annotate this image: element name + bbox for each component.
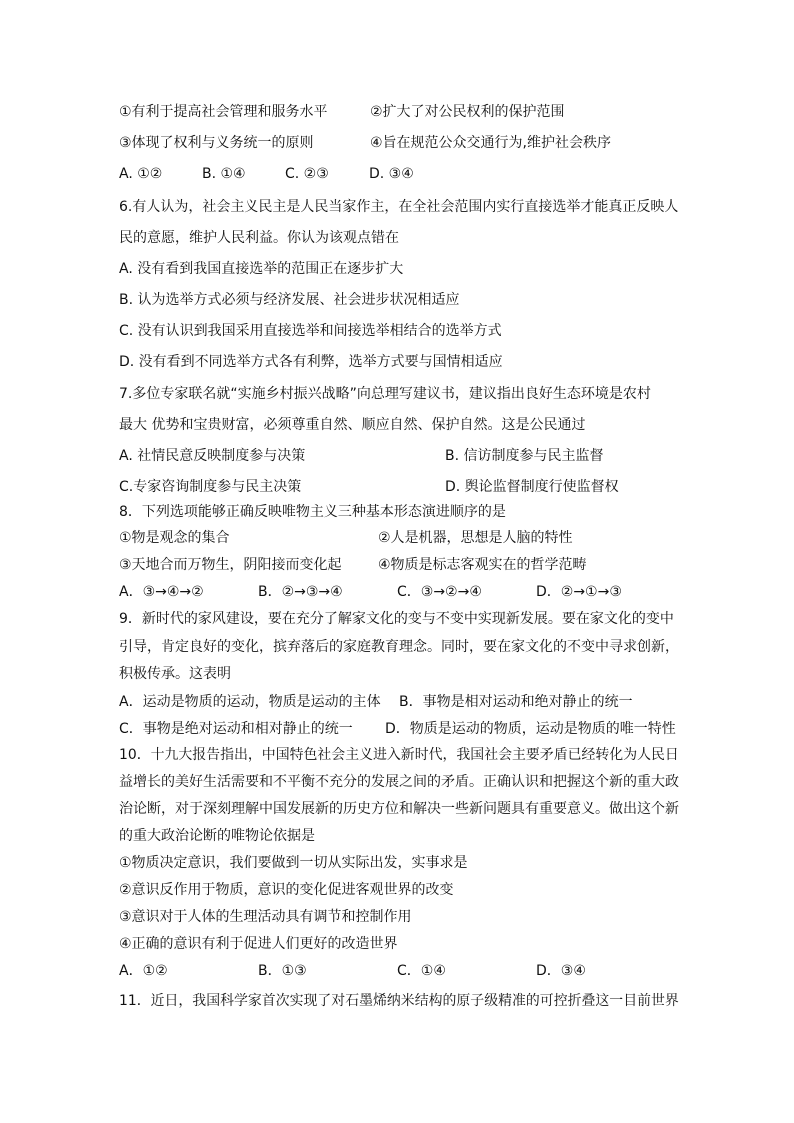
q10-option-4: ④正确的意识有利于促进人们更好的改造世界 [119, 936, 398, 952]
q7-stem-line-1: 7.多位专家联名就“实施乡村振兴战略”向总理写建议书，建议指出良好生态环境是农村 [119, 386, 651, 402]
q5-choice-b: B. ①④ [202, 166, 246, 182]
q7-option-b: B. 信访制度参与民主监督 [445, 448, 604, 464]
q8-stem [119, 503, 506, 521]
q5-choice-d: D. ③④ [369, 166, 414, 182]
q8-option-3: ③天地合而万物生，阴阳接而变化起 [119, 557, 342, 573]
q8-choice-b: B．②→③→④ [258, 584, 343, 600]
q6-option-d: D. 没有看到不同选举方式各有利弊，选举方式要与国情相适应 [119, 354, 503, 370]
q8-option-4: ④物质是标志客观实在的哲学范畴 [378, 557, 587, 573]
q5-option-3: ③体现了权利与义务统一的原则 [119, 135, 314, 151]
q8-option-2: ②人是机器，思想是人脑的特性 [378, 530, 573, 546]
q7-option-c: C.专家咨询制度参与民主决策 [119, 479, 302, 495]
q10-choice-a: A．①② [119, 963, 168, 979]
q8-choice-d: D．②→①→③ [536, 584, 622, 600]
q10-option-2: ②意识反作用于物质，意识的变化促进客观世界的改变 [119, 882, 454, 898]
q8-option-1: ①物是观念的集合 [119, 530, 230, 546]
q10-stem-line-1: 10．十九大报告指出，中国特色社会主义进入新时代，我国社会主要矛盾已经转化为人民日 [119, 747, 679, 763]
q6-option-a: A. 没有看到我国直接选举的范围正在逐步扩大 [119, 261, 404, 277]
q10-option-1: ①物质决定意识，我们要做到一切从实际出发，实事求是 [119, 855, 468, 871]
q10-stem-line-3: 治论断，对于深刻理解中国发展新的历史方位和解决一些新问题具有重要意义。做出这个新 [119, 801, 679, 817]
q5-option-1: ①有利于提高社会管理和服务水平 [119, 104, 328, 120]
q5-choice-a: A. ①② [119, 166, 163, 182]
q5-option-2: ②扩大了对公民权利的保护范围 [370, 104, 565, 120]
q8-choice-c: C．③→②→④ [397, 584, 482, 600]
q10-choice-d: D．③④ [536, 963, 586, 979]
q10-choice-c: C．①④ [397, 963, 446, 979]
q7-option-a: A. 社情民意反映制度参与决策 [119, 448, 306, 464]
q9-stem-line-2: 引导，肯定良好的变化，摈弃落后的家庭教育理念。同时，要在家文化的不变中寻求创新， [119, 639, 679, 655]
q9-stem-line-3: 积极传承。这表明 [119, 666, 231, 682]
q9-option-b: B．事物是相对运动和绝对静止的统一 [399, 694, 633, 710]
q6-option-c: C. 没有认识到我国采用直接选举和间接选举相结合的选举方式 [119, 323, 502, 339]
q6-stem-line-1: 6.有人认为，社会主义民主是人民当家作主，在全社会范围内实行直接选举才能真正反映人 [119, 199, 679, 215]
q6-stem-line-2: 民的意愿，维护人民利益。你认为该观点错在 [119, 230, 399, 246]
q5-option-4: ④旨在规范公众交通行为,维护社会秩序 [370, 135, 611, 151]
q10-stem-line-4: 的重大政治论断的唯物论依据是 [119, 828, 315, 844]
q9-option-d: D．物质是运动的物质，运动是物质的唯一特性 [385, 721, 676, 737]
q7-option-d: D. 舆论监督制度行使监督权 [445, 479, 619, 495]
q6-option-b: B. 认为选举方式必须与经济发展、社会进步状况相适应 [119, 292, 460, 308]
q9-option-a: A．运动是物质的运动，物质是运动的主体 [119, 694, 381, 710]
q10-choice-b: B．①③ [258, 963, 307, 979]
q8-stem-text: 8．下列选项能够正确反映唯物主义三种基本形态演进顺序的是 [119, 504, 506, 520]
q10-stem-line-2: 益增长的美好生活需要和不平衡不充分的发展之间的矛盾。正确认识和把握这个新的重大政 [119, 774, 679, 790]
q11-stem-line-1: 11．近日，我国科学家首次实现了对石墨烯纳米结构的原子级精准的可控折叠这一目前世界 [119, 993, 679, 1009]
q9-option-c: C．事物是绝对运动和相对静止的统一 [119, 721, 353, 737]
q10-option-3: ③意识对于人体的生理活动具有调节和控制作用 [119, 909, 412, 925]
q5-choice-c: C. ②③ [285, 166, 329, 182]
q7-stem-line-2: 最大 优势和宝贵财富，必须尊重自然、顺应自然、保护自然。这是公民通过 [119, 417, 586, 433]
q9-stem-line-1: 9．新时代的家风建设，要在充分了解家文化的变与不变中实现新发展。要在家文化的变中 [119, 611, 674, 627]
q8-choice-a: A．③→④→② [119, 584, 204, 600]
